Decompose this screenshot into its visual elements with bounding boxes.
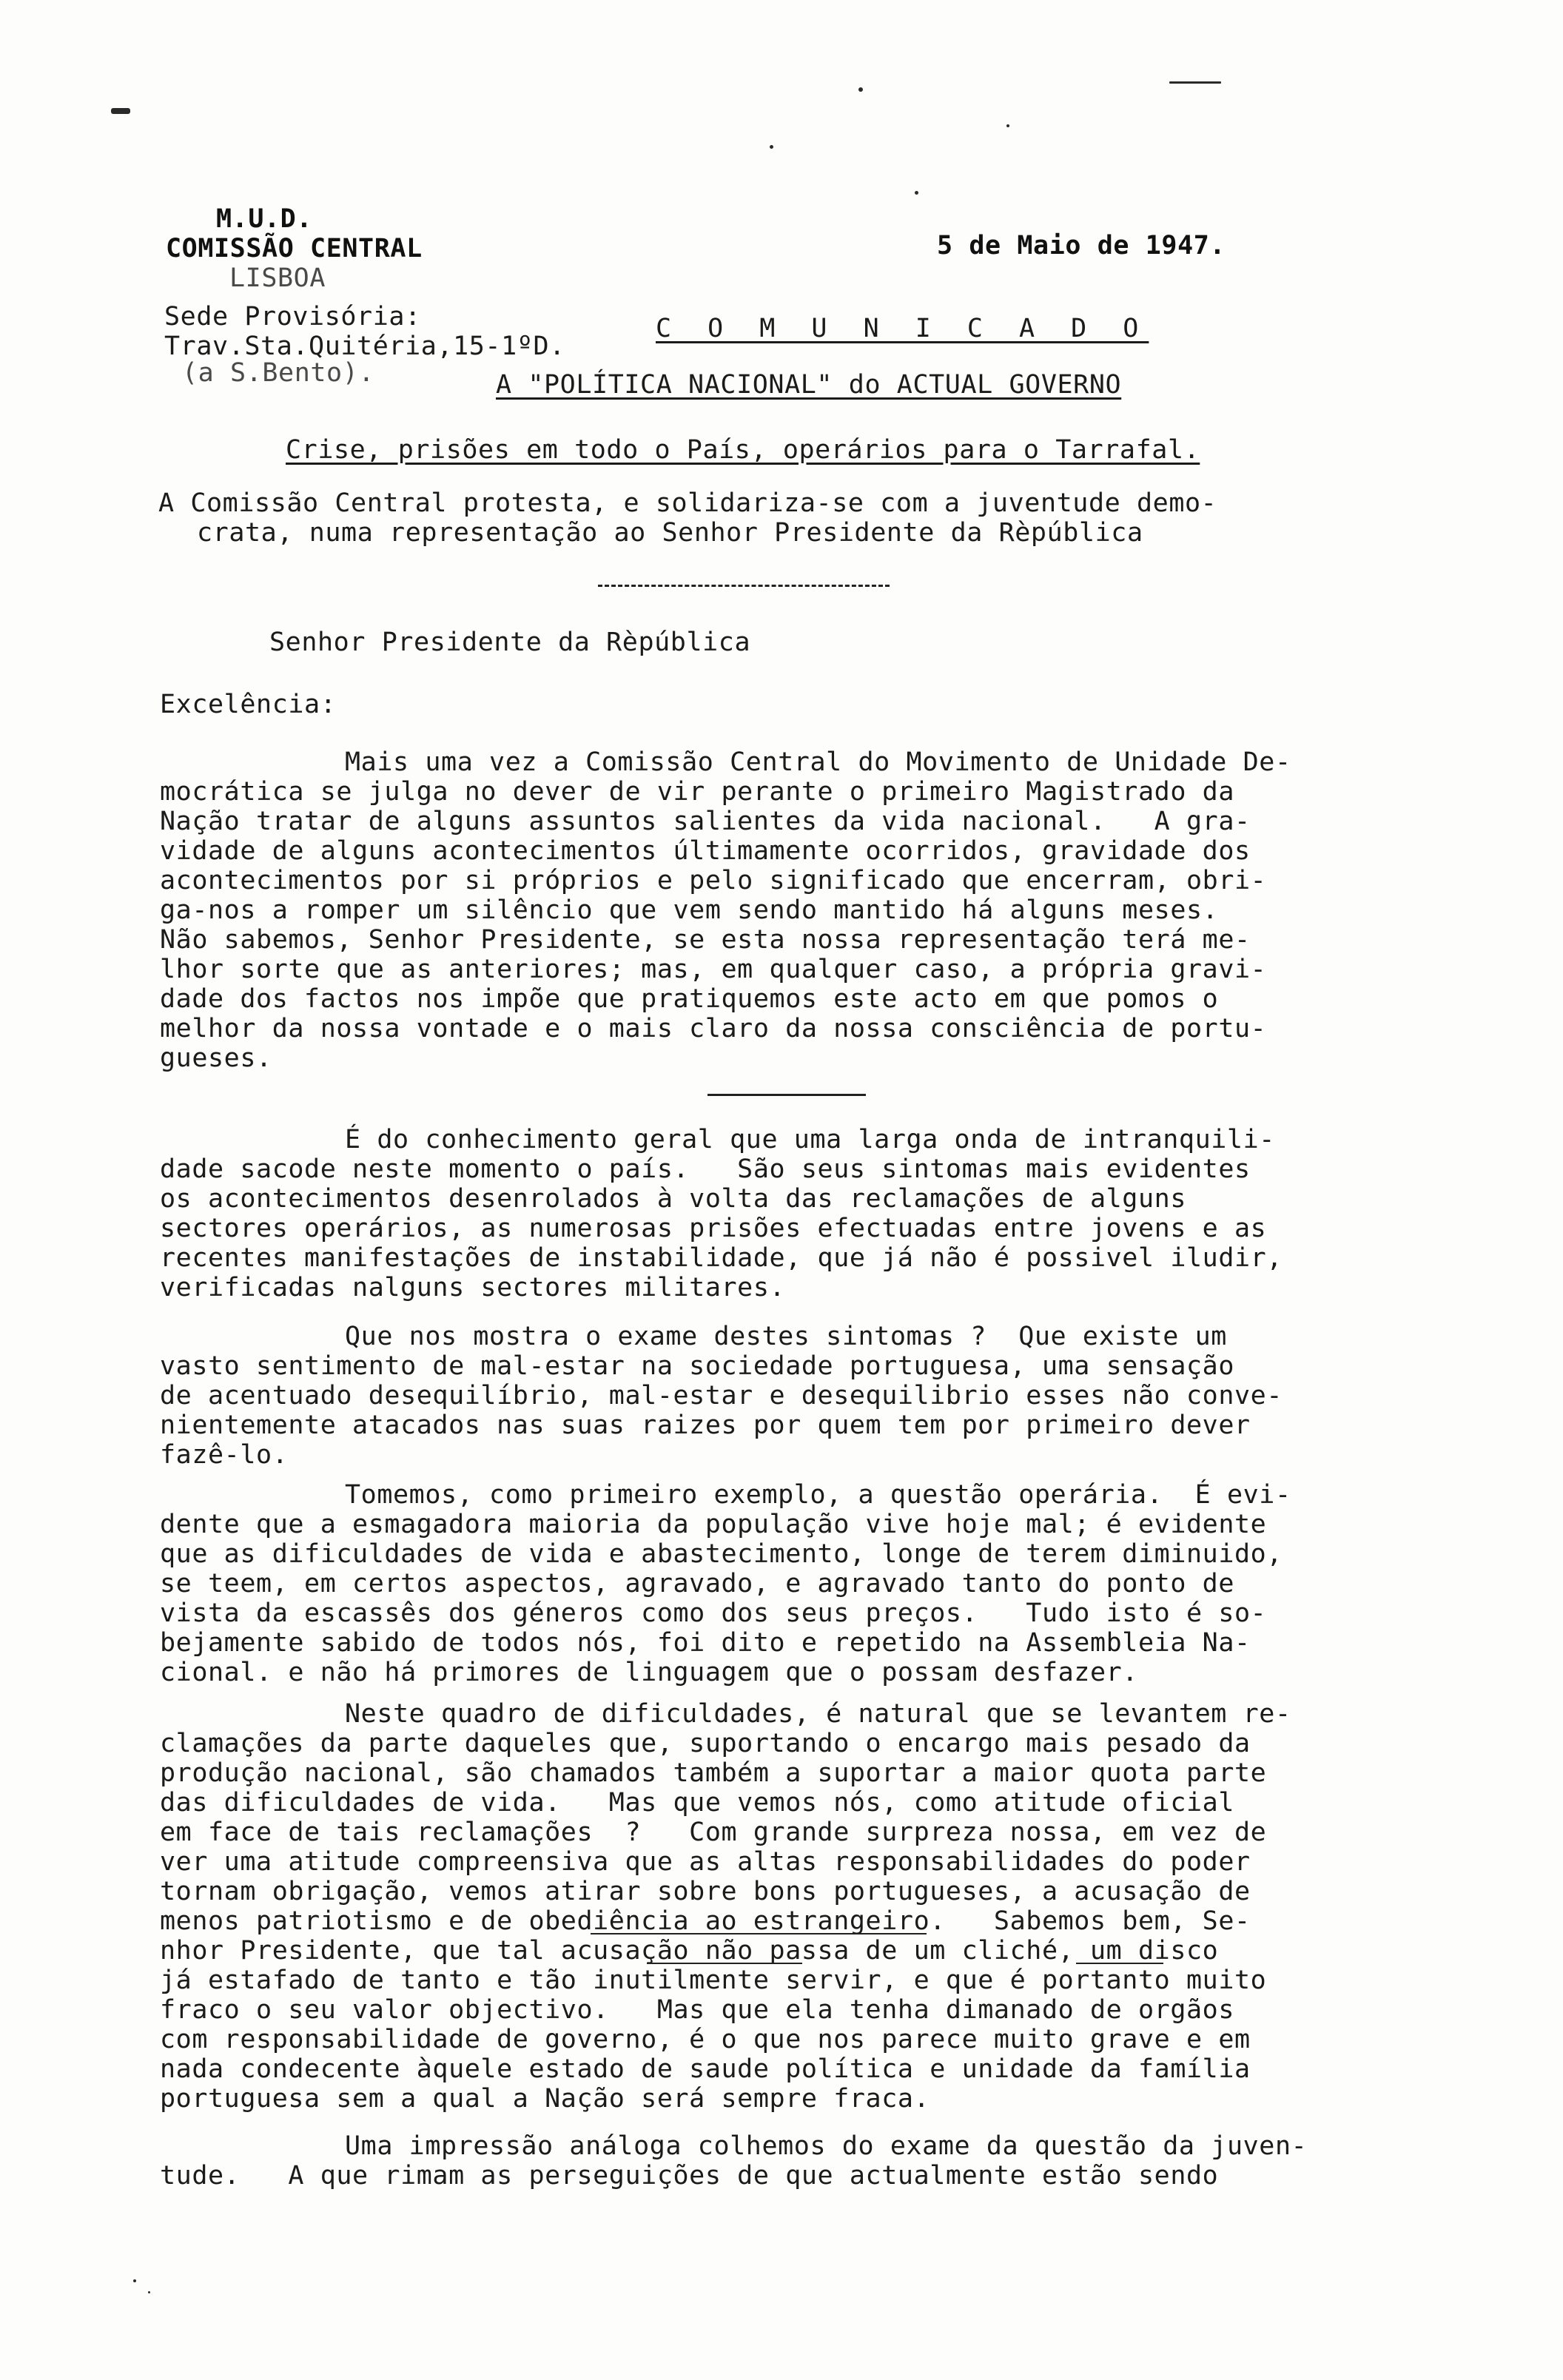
document-subtitle: A "POLÍTICA NACIONAL" do ACTUAL GOVERNO <box>496 370 1122 400</box>
paragraph-line: verificadas nalguns sectores militares. <box>160 1273 786 1302</box>
paragraph-line: sectores operários, as numerosas prisões efectuadas entre jovens e as <box>160 1214 1267 1243</box>
paragraph-line: de acentuado desequilíbrio, mal-estar e desequilibrio esses não conve- <box>160 1381 1283 1411</box>
paragraph-line: clamações da parte daqueles que, suportando o encargo mais pesado da <box>160 1729 1251 1758</box>
separator-rule <box>598 585 890 587</box>
document-date: 5 de Maio de 1947. <box>937 231 1226 260</box>
paragraph-line: os acontecimentos desenrolados à volta das reclamações de alguns <box>160 1184 1186 1214</box>
separator-rule <box>707 1094 866 1096</box>
lead-line-1: A Comissão Central protesta, e solidariza-se com a juventude demo- <box>158 488 1217 518</box>
paragraph-line: vidade de alguns acontecimentos últimamente ocorridos, gravidade dos <box>160 836 1251 866</box>
paragraph-line: menos patriotismo e de obediência ao estrangeiro. Sabemos bem, Se- <box>160 1906 1251 1936</box>
paragraph-line: Neste quadro de dificuldades, é natural que se levantem re- <box>345 1699 1291 1729</box>
paragraph-line: fazê-lo. <box>160 1440 289 1470</box>
org-committee: COMISSÃO CENTRAL <box>166 234 423 263</box>
paragraph-line: produção nacional, são chamados também a suportar a maior quota parte <box>160 1758 1267 1788</box>
document-title: C O M U N I C A D O <box>656 314 1149 343</box>
paragraph-line: Que nos mostra o exame destes sintomas ? Que existe um <box>345 1322 1227 1351</box>
underline-mark <box>591 1933 927 1934</box>
paragraph-line: com responsabilidade de governo, é o que nos parece muito grave e em <box>160 2025 1251 2054</box>
paragraph-line: nada condecente àquele estado de saude política e unidade da família <box>160 2054 1251 2084</box>
paragraph-line: nhor Presidente, que tal acusação não passa de um cliché, um disco <box>160 1936 1219 1966</box>
org-short: M.U.D. <box>216 204 313 234</box>
paragraph-line: bejamente sabido de todos nós, foi dito e repetido na Assembleia Na- <box>160 1628 1251 1658</box>
seat-label: Sede Provisória: <box>164 302 421 332</box>
paragraph-line: se teem, em certos aspectos, agravado, e agravado tanto do ponto de <box>160 1569 1235 1599</box>
scan-mark <box>133 2279 136 2282</box>
paragraph-line: acontecimentos por si próprios e pelo significado que encerram, obri- <box>160 866 1267 895</box>
lead-line-2: crata, numa representação ao Senhor Presidente da Rèpública <box>197 518 1143 548</box>
paragraph-line: ver uma atitude compreensiva que as altas responsabilidades do poder <box>160 1847 1251 1877</box>
paragraph-line: dade sacode neste momento o país. São seus sintomas mais evidentes <box>160 1154 1251 1184</box>
paragraph-line: tude. A que rimam as perseguições de que actualmente estão sendo <box>160 2161 1219 2191</box>
paragraph-line: ga-nos a romper um silêncio que vem sendo mantido há alguns meses. <box>160 895 1219 925</box>
addressee: Senhor Presidente da Rèpública <box>269 628 751 657</box>
paragraph-line: já estafado de tanto e tão inutilmente servir, e que é portanto muito <box>160 1966 1267 1995</box>
paragraph-line: das dificuldades de vida. Mas que vemos nós, como atitude oficial <box>160 1788 1235 1818</box>
paragraph-line: vasto sentimento de mal-estar na sociedade portuguesa, uma sensação <box>160 1351 1235 1381</box>
greeting: Excelência: <box>160 690 337 719</box>
scan-mark <box>770 145 773 149</box>
paragraph-line: Uma impressão análoga colhemos do exame da questão da juven- <box>345 2131 1308 2161</box>
scan-mark <box>148 2291 150 2293</box>
document-subtitle-2: Crise, prisões em todo o País, operários para o Tarrafal. <box>286 435 1200 465</box>
paragraph-line: em face de tais reclamações ? Com grande surpreza nossa, em vez de <box>160 1818 1267 1847</box>
paragraph-line: dade dos factos nos impõe que pratiquemos este acto em que pomos o <box>160 984 1219 1014</box>
scan-mark <box>111 108 130 114</box>
paragraph-line: portuguesa sem a qual a Nação será sempre fraca. <box>160 2084 930 2114</box>
address-note: (a S.Bento). <box>182 358 375 388</box>
paragraph-line: lhor sorte que as anteriores; mas, em qualquer caso, a própria gravi- <box>160 955 1267 984</box>
paragraph-line: mocrática se julga no dever de vir perante o primeiro Magistrado da <box>160 777 1235 807</box>
paragraph-line: que as dificuldades de vida e abastecimento, longe de terem diminuido, <box>160 1539 1283 1569</box>
paragraph-line: Mais uma vez a Comissão Central do Movimento de Unidade De- <box>345 747 1291 777</box>
paragraph-line: fraco o seu valor objectivo. Mas que ela tenha dimanado de orgãos <box>160 1995 1235 2025</box>
paragraph-line: dente que a esmagadora maioria da população vive hoje mal; é evidente <box>160 1510 1267 1539</box>
paragraph-line: Nação tratar de alguns assuntos salientes da vida nacional. A gra- <box>160 807 1251 836</box>
paragraph-line: recentes manifestações de instabilidade, que já não é possivel iludir, <box>160 1243 1283 1273</box>
paragraph-line: tornam obrigação, vemos atirar sobre bons portugueses, a acusação de <box>160 1877 1251 1906</box>
paragraph-line: melhor da nossa vontade e o mais claro da nossa consciência de portu- <box>160 1014 1267 1043</box>
paragraph-line: É do conhecimento geral que uma larga onda de intranquili- <box>345 1125 1275 1154</box>
paragraph-line: cional. e não há primores de linguagem que o possam desfazer. <box>160 1658 1138 1687</box>
scan-mark <box>858 87 863 92</box>
paragraph-line: Não sabemos, Senhor Presidente, se esta nossa representação terá me- <box>160 925 1251 955</box>
paragraph-line: nientemente atacados nas suas raizes por quem tem por primeiro dever <box>160 1411 1251 1440</box>
paragraph-line: vista da escassês dos géneros como dos seus preços. Tudo isto é so- <box>160 1599 1267 1628</box>
underline-mark <box>1076 1963 1163 1964</box>
address: Trav.Sta.Quitéria,15-1ºD. <box>164 332 565 361</box>
scan-mark <box>1006 124 1009 127</box>
scan-mark <box>1169 81 1221 84</box>
paragraph-line: Tomemos, como primeiro exemplo, a questão operária. É evi- <box>345 1480 1291 1510</box>
scan-mark <box>915 191 918 195</box>
paragraph-line: gueses. <box>160 1043 272 1073</box>
underline-mark <box>647 1963 802 1964</box>
org-city: LISBOA <box>229 263 326 293</box>
